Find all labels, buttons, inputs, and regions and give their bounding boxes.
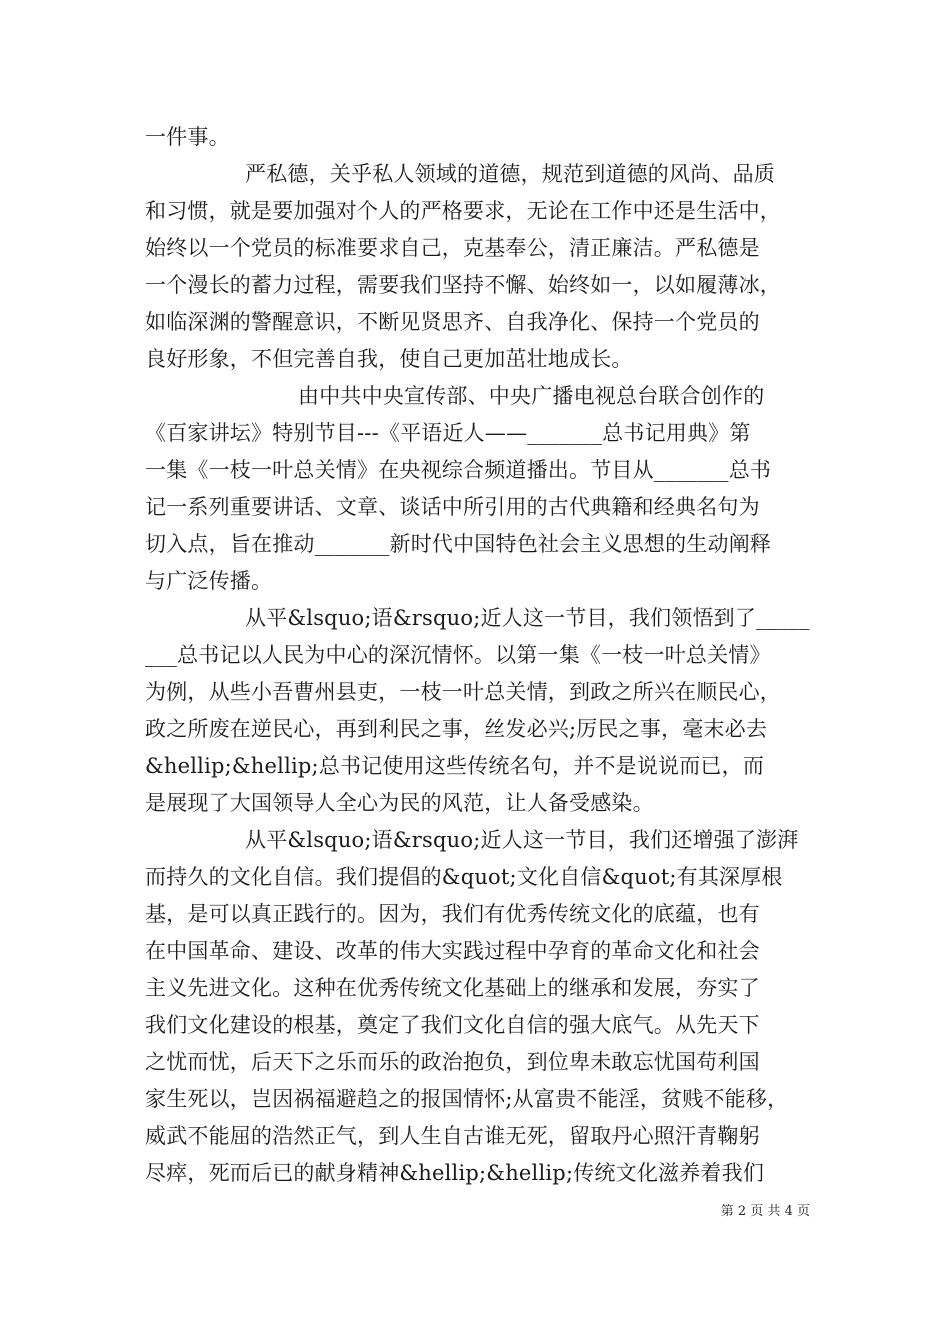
text-line: 尽瘁，死而后已的献身精神&hellip;&hellip;传统文化滋养着我们 [145,1161,765,1185]
text-line: 一件事。 [145,125,230,149]
text-line: ___总书记以人民为中心的深沉情怀。以第一集《一枝一叶总关情》 [145,643,771,667]
paragraph-start-line: 严私德，关乎私人领域的道德，规范到道德的风尚、品质 [245,162,775,186]
text-line: 和习惯，就是要加强对个人的严格要求，无论在工作中还是生活中， [145,199,781,223]
text-line: 主义先进文化。这种在优秀传统文化基础上的继承和发展，夯实了 [145,976,760,1000]
paragraph-start-line: 从平&lsquo;语&rsquo;近人这一节目，我们还增强了澎湃 [245,828,799,852]
paragraph-start-line: 从平&lsquo;语&rsquo;近人这一节目，我们领悟到了_____ [245,606,810,630]
text-line: 是展现了大国领导人全心为民的风范，让人备受感染。 [145,791,654,815]
text-line: 记一系列重要讲话、文章、谈话中所引用的古代典籍和经典名句为 [145,495,760,519]
text-line: 《百家讲坛》特别节目---《平语近人——_______总书记用典》第 [145,421,751,445]
text-line: 始终以一个党员的标准要求自己，克基奉公，清正廉洁。严私德是 [145,236,760,260]
text-line: 基，是可以真正践行的。因为，我们有优秀传统文化的底蕴，也有 [145,902,760,926]
text-line: 之忧而忧，后天下之乐而乐的政治抱负，到位卑未敢忘忧国苟利国 [145,1050,760,1074]
paragraph-start-line: 由中共中央宣传部、中央广播电视总台联合创作的 [298,384,765,408]
text-line: 政之所废在逆民心，再到利民之事，丝发必兴;厉民之事，毫末必去 [145,717,768,741]
text-line: &hellip;&hellip;总书记使用这些传统名句，并不是说说而已，而 [145,754,765,778]
text-line: 我们文化建设的根基，奠定了我们文化自信的强大底气。从先天下 [145,1013,760,1037]
text-line: 在中国革命、建设、改革的伟大实践过程中孕育的革命文化和社会 [145,939,760,963]
text-line: 切入点，旨在推动_______新时代中国特色社会主义思想的生动阐释 [145,532,772,556]
text-line: 为例，从些小吾曹州县吏，一枝一叶总关情，到政之所兴在顺民心， [145,680,781,704]
text-line: 与广泛传播。 [145,569,273,593]
page-number-footer: 第 2 页 共 4 页 [720,1204,810,1219]
text-line: 一个漫长的蓄力过程，需要我们坚持不懈、始终如一，以如履薄冰， [145,273,781,297]
text-line: 良好形象，不但完善自我，使自己更加茁壮地成长。 [145,347,633,371]
text-line: 家生死以，岂因祸福避趋之的报国情怀;从富贵不能淫，贫贱不能移， [145,1087,789,1111]
text-line: 而持久的文化自信。我们提倡的&quot;文化自信&quot;有其深厚根 [145,865,783,889]
text-line: 威武不能屈的浩然正气，到人生自古谁无死，留取丹心照汗青鞠躬 [145,1124,760,1148]
text-line: 如临深渊的警醒意识，不断见贤思齐、自我净化、保持一个党员的 [145,310,760,334]
text-line: 一集《一枝一叶总关情》在央视综合频道播出。节目从_______总书 [145,458,772,482]
